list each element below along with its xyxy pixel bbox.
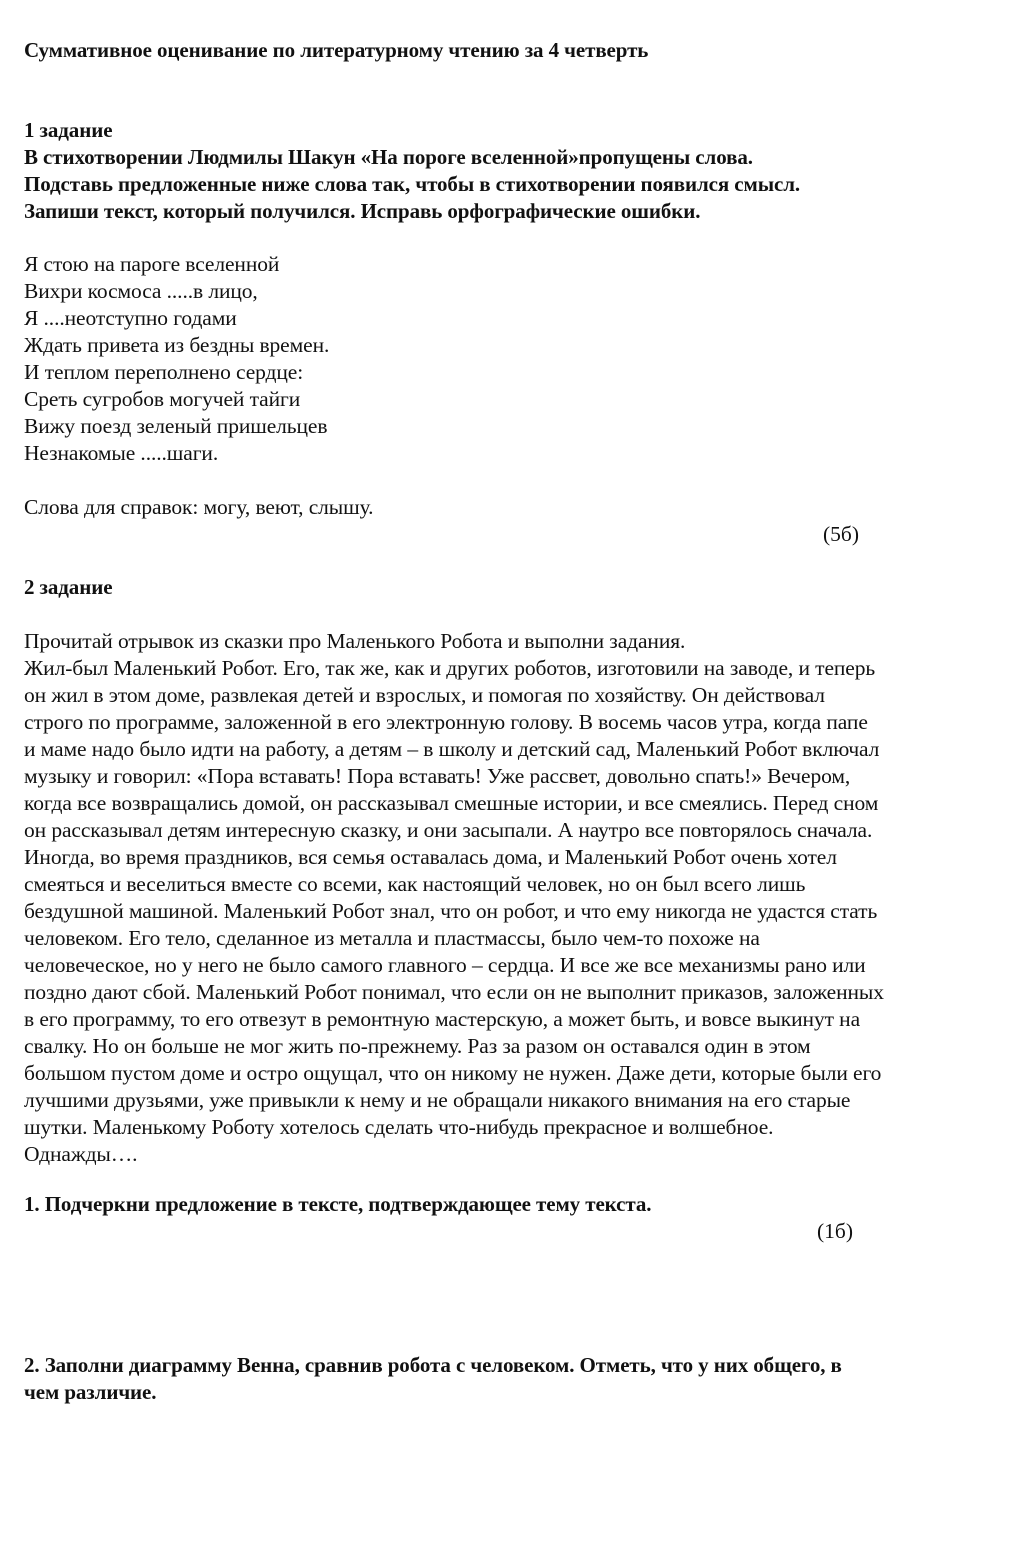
passage-line: он рассказывал детям интересную сказку, и они засыпали. А наутро все повторялось сначала. <box>24 818 873 842</box>
passage-line: он жил в этом доме, развлекая детей и взрослых, и помогая по хозяйству. Он действовал <box>24 683 825 707</box>
passage-line: большом пустом доме и остро ощущал, что он никому не нужен. Даже дети, которые были его <box>24 1061 882 1085</box>
task1-heading: 1 задание <box>24 118 113 142</box>
passage-line: человеком. Его тело, сделанное из металла и пластмассы, было чем-то похоже на <box>24 926 760 950</box>
passage-line: шутки. Маленькому Роботу хотелось сделать что-нибудь прекрасное и волшебное. <box>24 1115 774 1139</box>
passage-line: когда все возвращались домой, он рассказывал смешные истории, и все смеялись. Перед сном <box>24 791 879 815</box>
poem-line: Ждать привета из бездны времен. <box>24 333 330 357</box>
poem-line: И теплом переполнено сердце: <box>24 360 304 384</box>
passage-line: Жил-был Маленький Робот. Его, так же, как и других роботов, изготовили на заводе, и теперь <box>24 656 876 680</box>
question1-score: (1б) <box>817 1219 854 1243</box>
passage-line: в его программу, то его отвезут в ремонтную мастерскую, а может быть, и вовсе выкинут на <box>24 1007 861 1031</box>
worksheet-title: Суммативное оценивание по литературному чтению за 4 четверть <box>24 38 649 62</box>
task1-instruction-line: В стихотворении Людмилы Шакун «На пороге вселенной»пропущены слова. <box>24 145 753 169</box>
question-2-line: чем различие. <box>24 1380 157 1404</box>
passage-line: смеяться и веселиться вместе со всеми, как настоящий человек, но он был всего лишь <box>24 872 806 896</box>
poem-line: Незнакомые .....шаги. <box>24 441 219 465</box>
poem-line: Я ....неотступно годами <box>24 306 237 330</box>
passage-line: лучшими друзьями, уже привыкли к нему и не обращали никакого внимания на его старые <box>24 1088 851 1112</box>
task2-intro: Прочитай отрывок из сказки про Маленького Робота и выполни задания. <box>24 629 686 653</box>
passage-line: человеческое, но у него не было самого главного – сердца. И все же все механизмы рано или <box>24 953 866 977</box>
poem-line: Среть сугробов могучей тайги <box>24 387 301 411</box>
passage-line: и маме надо было идти на работу, а детям – в школу и детский сад, Маленький Робот включал <box>24 737 880 761</box>
passage-line: музыку и говорил: «Пора вставать! Пора вставать! Уже рассвет, довольно спать!» Вечером, <box>24 764 851 788</box>
poem-line: Вихри космоса .....в лицо, <box>24 279 258 303</box>
passage-line: поздно дают сбой. Маленький Робот понимал, что если он не выполнит приказов, заложенных <box>24 980 884 1004</box>
task1-instruction-line: Подставь предложенные ниже слова так, чтобы в стихотворении появился смысл. <box>24 172 801 196</box>
question-2-line: 2. Заполни диаграмму Венна, сравнив робота с человеком. Отметь, что у них общего, в <box>24 1353 842 1377</box>
task1-instruction-line: Запиши текст, который получился. Исправь орфографические ошибки. <box>24 199 701 223</box>
poem-line: Вижу поезд зеленый пришельцев <box>24 414 328 438</box>
passage-line: бездушной машиной. Маленький Робот знал, что он робот, и что ему никогда не удастся стать <box>24 899 878 923</box>
task1-score: (5б) <box>823 522 860 546</box>
question-1: 1. Подчеркни предложение в тексте, подтверждающее тему текста. <box>24 1192 652 1216</box>
poem-line: Я стою на пароге вселенной <box>24 252 280 276</box>
task2-heading: 2 задание <box>24 575 113 599</box>
passage-line: строго по программе, заложенной в его электронную голову. В восемь часов утра, когда папе <box>24 710 868 734</box>
passage-line: Иногда, во время праздников, вся семья оставалась дома, и Маленький Робот очень хотел <box>24 845 837 869</box>
word-hint: Слова для справок: могу, веют, слышу. <box>24 495 374 519</box>
passage-line: свалку. Но он больше не мог жить по-прежнему. Раз за разом он оставался один в этом <box>24 1034 811 1058</box>
passage-line: Однажды…. <box>24 1142 138 1166</box>
